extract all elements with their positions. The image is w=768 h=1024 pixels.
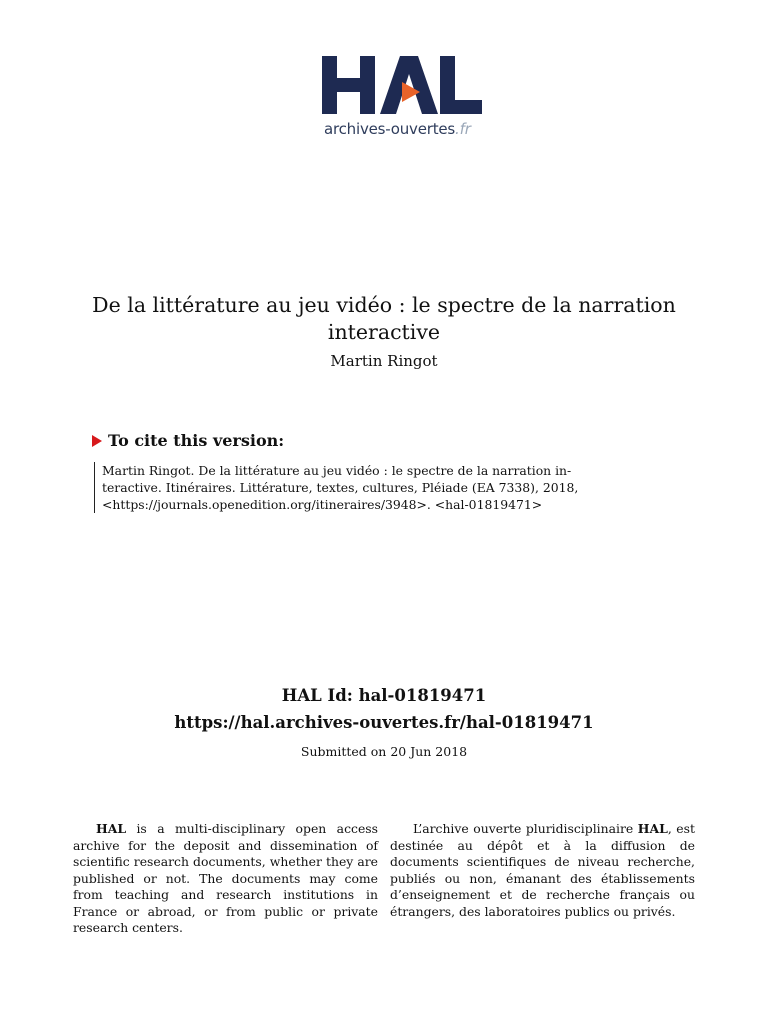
citation-line[interactable]: <https://journals.openedition.org/itineraires/3948>. <hal-01819471>	[102, 497, 543, 512]
abstract-text-before: L’archive ouverte pluridisciplinaire	[413, 821, 638, 836]
hal-id: HAL Id: hal-01819471	[281, 686, 487, 705]
hal-bold: HAL	[637, 821, 668, 836]
triangle-right-icon	[92, 435, 102, 447]
author-name: Martin Ringot	[330, 352, 438, 370]
abstract-text: is a multi-disciplinary open access archive for the deposit and dissemination of scientific research documents, whether they are published or not. The documents may come from teaching and research institutions in France or abroad, or from public or private research centers.	[73, 821, 378, 935]
citation-line: teractive. Itinéraires. Littérature, textes, cultures, Pléiade (EA 7338), 2018,	[102, 480, 579, 495]
abstract-text-after: , est destinée au dépôt et à la diffusion de documents scientifiques de niveau recherche, publiés ou non, émanant des établissements d’enseignement et de recherche français ou étrangers, des laboratoires publics ou privés.	[390, 821, 695, 919]
citation-line: Martin Ringot. De la littérature au jeu vidéo : le spectre de la narration in-	[102, 463, 572, 478]
hal-logo	[322, 52, 487, 144]
abstract-french	[390, 821, 695, 920]
hal-url-link[interactable]: https://hal.archives-ouvertes.fr/hal-01819471	[174, 713, 594, 732]
abstract-english	[73, 821, 378, 937]
cite-heading-label: To cite this version:	[108, 431, 285, 450]
citation-box	[94, 462, 729, 513]
logo-subtitle: archives-ouvertes.fr	[324, 120, 471, 138]
hal-bold: HAL	[96, 821, 127, 836]
cite-heading	[92, 431, 284, 450]
hal-wordmark-icon	[322, 52, 487, 118]
paper-title: De la littérature au jeu vidéo : le spectre de la narration interactive	[92, 293, 676, 344]
submitted-date: Submitted on 20 Jun 2018	[300, 744, 468, 759]
